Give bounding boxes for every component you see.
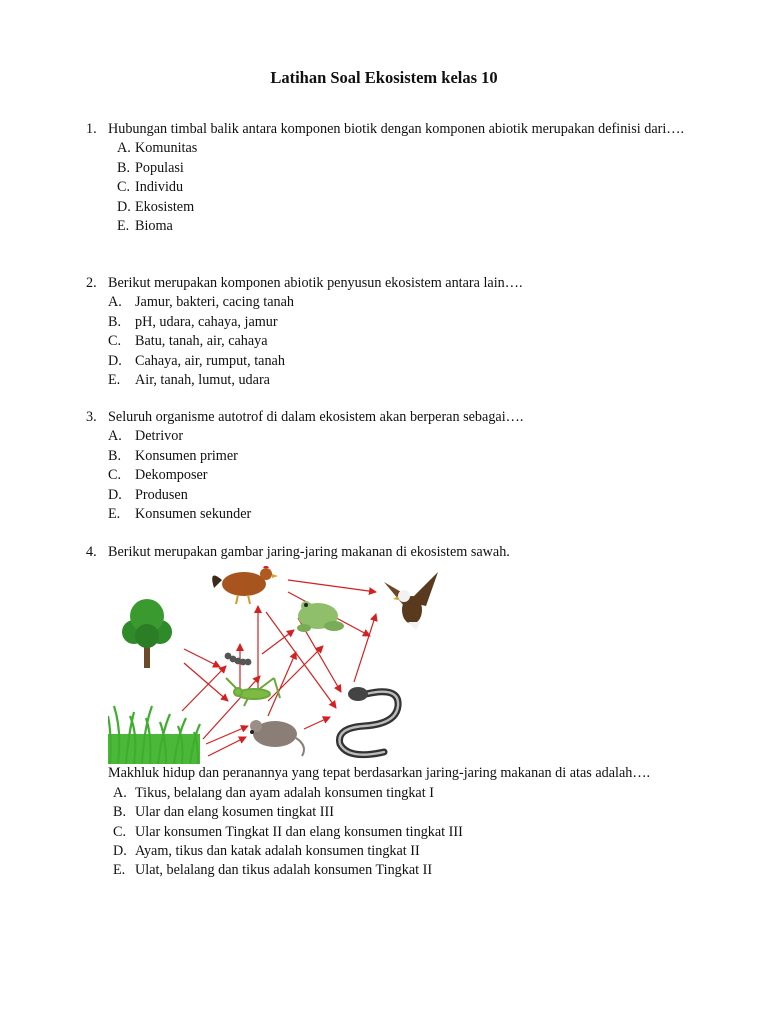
snake-icon (340, 687, 399, 755)
option-text: Detrivor (135, 428, 184, 445)
option-label: D. (113, 843, 127, 860)
question-1 (86, 120, 696, 236)
option-c (117, 178, 696, 197)
frog-icon (297, 601, 344, 632)
question-text: Berikut merupakan komponen abiotik penyusun ekosistem antara lain…. (108, 275, 523, 291)
grass-icon (108, 706, 200, 764)
question-2 (86, 274, 696, 390)
option-b (108, 447, 696, 466)
option-text: Dekomposer (135, 467, 208, 484)
option-b (113, 803, 696, 822)
option-text: Ular dan elang kosumen tingkat III (135, 804, 334, 821)
option-text: Produsen (135, 486, 188, 503)
option-a (117, 139, 696, 158)
option-text: Konsumen sekunder (135, 506, 252, 523)
option-text: Ayam, tikus dan katak adalah konsumen tingkat II (135, 843, 420, 860)
option-text: pH, udara, cahaya, jamur (135, 313, 278, 330)
option-e (108, 505, 696, 524)
page-title: Latihan Soal Ekosistem kelas 10 (270, 68, 498, 87)
caterpillar-icon (225, 653, 252, 666)
option-label: D. (108, 352, 122, 369)
question-text: Hubungan timbal balik antara komponen biotik dengan komponen abiotik merupakan definisi dari…. (108, 121, 685, 137)
option-e (108, 371, 696, 390)
option-text: Batu, tanah, air, cahaya (135, 333, 268, 350)
option-label: E. (117, 218, 130, 235)
question-text: Berikut merupakan gambar jaring-jaring makanan di ekosistem sawah. (108, 544, 510, 560)
option-e (117, 217, 696, 236)
grasshopper-icon (226, 678, 280, 706)
option-label: C. (113, 823, 127, 840)
option-text: Bioma (135, 218, 173, 235)
option-text: Individu (135, 179, 184, 196)
question-number: 3. (86, 409, 97, 425)
option-text: Ular konsumen Tingkat II dan elang konsumen tingkat III (135, 823, 463, 840)
option-label: E. (108, 506, 121, 523)
option-text: Ulat, belalang dan tikus adalah konsumen Tingkat II (135, 862, 433, 879)
option-label: D. (108, 486, 122, 503)
question-number: 1. (86, 121, 97, 137)
option-label: A. (113, 784, 127, 801)
option-b (117, 159, 696, 178)
question-text: Seluruh organisme autotrof di dalam ekosistem akan berperan sebagai…. (108, 409, 524, 425)
option-label: C. (108, 467, 122, 484)
option-label: B. (108, 313, 122, 330)
option-label: A. (108, 428, 122, 445)
mouse-icon (250, 720, 304, 756)
option-label: E. (108, 372, 121, 389)
option-text: Jamur, bakteri, cacing tanah (135, 294, 294, 311)
option-label: C. (117, 179, 131, 196)
option-text: Komunitas (135, 140, 198, 157)
option-label: C. (108, 333, 122, 350)
option-a (113, 784, 696, 803)
option-text: Populasi (135, 159, 184, 176)
question-body (108, 566, 696, 880)
option-label: E. (113, 862, 126, 879)
option-text: Ekosistem (135, 198, 195, 215)
option-label: A. (117, 140, 131, 157)
option-label: B. (113, 804, 127, 821)
option-d (108, 486, 696, 505)
option-e (113, 861, 696, 880)
option-text: Air, tanah, lumut, udara (135, 372, 270, 389)
option-b (108, 313, 696, 332)
option-label: B. (108, 447, 122, 464)
option-text: Cahaya, air, rumput, tanah (135, 352, 285, 369)
question-followup: Makhluk hidup dan peranannya yang tepat berdasarkan jaring-jaring makanan di atas adalah…. (108, 765, 651, 782)
question-number: 2. (86, 275, 97, 291)
option-a (108, 427, 696, 446)
question-number: 4. (86, 544, 97, 560)
option-label: A. (108, 294, 122, 311)
option-text: Tikus, belalang dan ayam adalah konsumen tingkat I (135, 784, 434, 801)
question-3 (86, 408, 696, 524)
option-text: Konsumen primer (135, 447, 238, 464)
eagle-icon (384, 572, 438, 630)
option-label: B. (117, 159, 131, 176)
option-c (108, 332, 696, 351)
option-c (108, 466, 696, 485)
option-a (108, 293, 696, 312)
question-4 (86, 543, 696, 881)
food-web-image (108, 566, 448, 764)
chicken-icon (212, 566, 278, 604)
option-d (113, 842, 696, 861)
option-c (113, 823, 696, 842)
tree-icon (122, 599, 172, 668)
option-d (108, 352, 696, 371)
option-label: D. (117, 198, 131, 215)
option-d (117, 198, 696, 217)
